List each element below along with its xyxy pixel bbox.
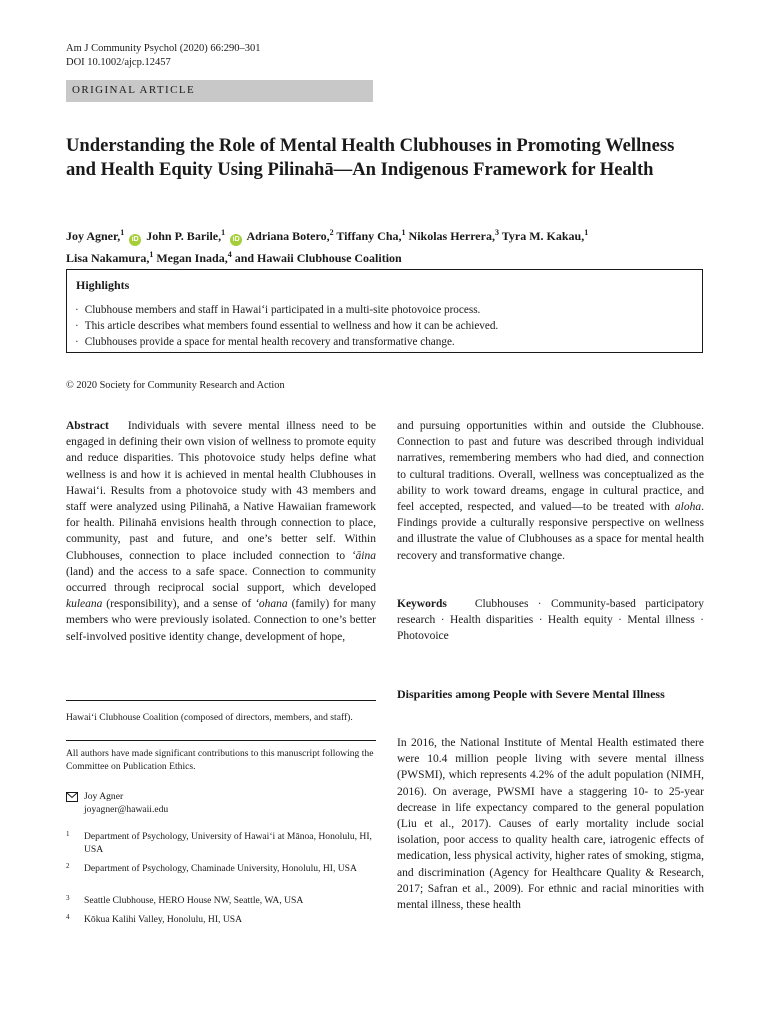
affiliation-text: Department of Psychology, University of Hawaiʻi at Mānoa, Honolulu, HI, USA	[84, 831, 372, 855]
abstract-text: Individuals with severe mental illness need to be engaged in defining their own vision of wellness to promote equity and reduce disparities. This photovoice study helps define what wellness is and how it is achieved in mental health Clubhouses in Hawaiʻi. Results from a photovoice study with 43 members and staff were analyzed using Pilinahā, a Native Hawaiian framework for health. Pilinahā envisions health through connection to place, community, past and future, and one’s better self. Within Clubhouses, connection to place included connection to	[66, 420, 377, 562]
affiliation-number: 3	[66, 894, 70, 902]
section-heading: Disparities among People with Severe Mental Illness	[397, 687, 665, 701]
orcid-icon[interactable]: iD	[230, 234, 242, 246]
author-name[interactable]: Lisa Nakamura,	[66, 251, 150, 265]
affiliation-marker: 1	[149, 250, 154, 259]
term-ohana: ʻohana	[255, 598, 288, 611]
abstract-left-column	[66, 418, 376, 645]
author-name[interactable]: John P. Barile,	[146, 229, 222, 243]
keywords	[397, 596, 704, 645]
author-name[interactable]: Megan Inada,	[156, 251, 228, 265]
article-title: Understanding the Role of Mental Health Clubhouses in Promoting Wellness and Health Equity Using Pilinahā—An Indigenous Framework for Health	[66, 135, 675, 180]
affiliation-number: 4	[66, 913, 70, 921]
affiliation-text: Kōkua Kalihi Valley, Honolulu, HI, USA	[84, 914, 243, 925]
copyright: © 2020 Society for Community Research and Action	[66, 380, 285, 391]
contributions-note: All authors have made significant contributions to this manuscript following the Committee on Publication Ethics.	[66, 748, 374, 772]
abstract-text: (responsibility), and a sense of	[102, 598, 256, 611]
journal-header	[66, 42, 261, 70]
affiliation-marker: 1	[221, 228, 226, 237]
affiliation-text: Department of Psychology, Chaminade University, Honolulu, HI, USA	[84, 863, 357, 874]
abstract-text: (family) for many members who were previously isolated. Connection to one’s better self-involved positive identity change, development of hope,	[66, 598, 376, 643]
correspondence	[66, 790, 376, 816]
article-type: ORIGINAL ARTICLE	[72, 84, 196, 96]
article-type-band	[66, 80, 373, 102]
affiliation-marker: 3	[494, 228, 499, 237]
term-kuleana: kuleana	[66, 598, 103, 611]
affiliation-marker: 1	[401, 228, 406, 237]
footnote-divider	[66, 700, 376, 701]
author-name[interactable]: Joy Agner,	[66, 229, 121, 243]
contact-name: Joy Agner	[84, 791, 124, 802]
doi[interactable]: DOI 10.1002/ajcp.12457	[66, 57, 171, 68]
section-paragraph: In 2016, the National Institute of Mental Health estimated there were 10.4 million people living with severe mental illness (PWSMI), which represents 4.2% of the adult population (NIMH, 2016). On average, PWSMI have a staggering 10- to 25-year decrease in life expectancy compared to the general population (Liu et al., 2017). Causes of early mortality include social isolation, poor access to quality health care, iatrogenic effects of medication, less physical activity, higher rates of smoking, stigma, and discrimination (Agency for Healthcare Quality & Research, 2017; Safran et al., 2009). For ethnic and racial minorities with mental illness, these health	[397, 737, 704, 912]
abstract-label: Abstract	[66, 420, 109, 432]
footnote-divider	[66, 740, 376, 741]
affiliation-number: 2	[66, 862, 70, 870]
highlight-item: · Clubhouse members and staff in Hawaiʻi participated in a multi-site photovoice process.	[75, 302, 498, 318]
contact-email[interactable]: joyagner@hawaii.edu	[84, 804, 169, 815]
highlights-list	[75, 302, 498, 350]
abstract-text: (land) and the access to a safe space. Connection to community occurred through reciprocal social support, which developed	[66, 565, 376, 595]
highlights-box	[66, 269, 703, 353]
highlight-item: · Clubhouses provide a space for mental health recovery and transformative change.	[75, 334, 498, 350]
affiliation-marker: 1	[584, 228, 589, 237]
keywords-text: Clubhouses · Community-based participatory research · Health disparities · Health equity · Mental illness · Photovoice	[397, 598, 704, 643]
orcid-icon[interactable]: iD	[129, 234, 141, 246]
affiliation-item	[66, 830, 376, 860]
affiliation-item	[66, 894, 376, 910]
keywords-label: Keywords	[397, 598, 447, 610]
affiliation-text: Seattle Clubhouse, HERO House NW, Seattle, WA, USA	[84, 895, 304, 906]
affiliation-marker: 2	[329, 228, 334, 237]
author-name[interactable]: Tiffany Cha,	[336, 229, 402, 243]
journal-citation: Am J Community Psychol (2020) 66:290–301	[66, 43, 261, 54]
envelope-icon	[66, 792, 78, 802]
abstract-right-column	[397, 418, 704, 564]
affiliation-item	[66, 913, 376, 929]
term-aloha: aloha	[674, 501, 702, 514]
author-name[interactable]: Tyra M. Kakau,	[501, 229, 585, 243]
author-name[interactable]: Nikolas Herrera,	[408, 229, 495, 243]
term-aina: ʻāina	[351, 549, 376, 562]
affiliation-item	[66, 862, 376, 892]
highlight-item: · This article describes what members found essential to wellness and how it can be achieved.	[75, 318, 498, 334]
author-name[interactable]: Adriana Botero,	[246, 229, 330, 243]
affiliation-number: 1	[66, 830, 70, 838]
abstract-text: . Findings provide a culturally responsive perspective on wellness and illustrate the value of Clubhouses as a space for mental health recovery and transformative change.	[397, 501, 704, 562]
affiliation-marker: 4	[227, 250, 232, 259]
affiliation-marker: 1	[120, 228, 125, 237]
highlights-title: Highlights	[76, 278, 130, 292]
coalition-note: Hawaiʻi Clubhouse Coalition (composed of directors, members, and staff).	[66, 712, 353, 723]
author-name[interactable]: and Hawaii Clubhouse Coalition	[234, 251, 402, 265]
author-list	[66, 224, 706, 267]
abstract-text: and pursuing opportunities within and outside the Clubhouse. Connection to past and future was described through individual narratives, remembering members who had died, and connection to cultural traditions. Overall, wellness was conceptualized as the ability to work toward dreams, engage in cultural practice, and feel accepted, respected, and valued—to be treated with	[397, 420, 704, 514]
